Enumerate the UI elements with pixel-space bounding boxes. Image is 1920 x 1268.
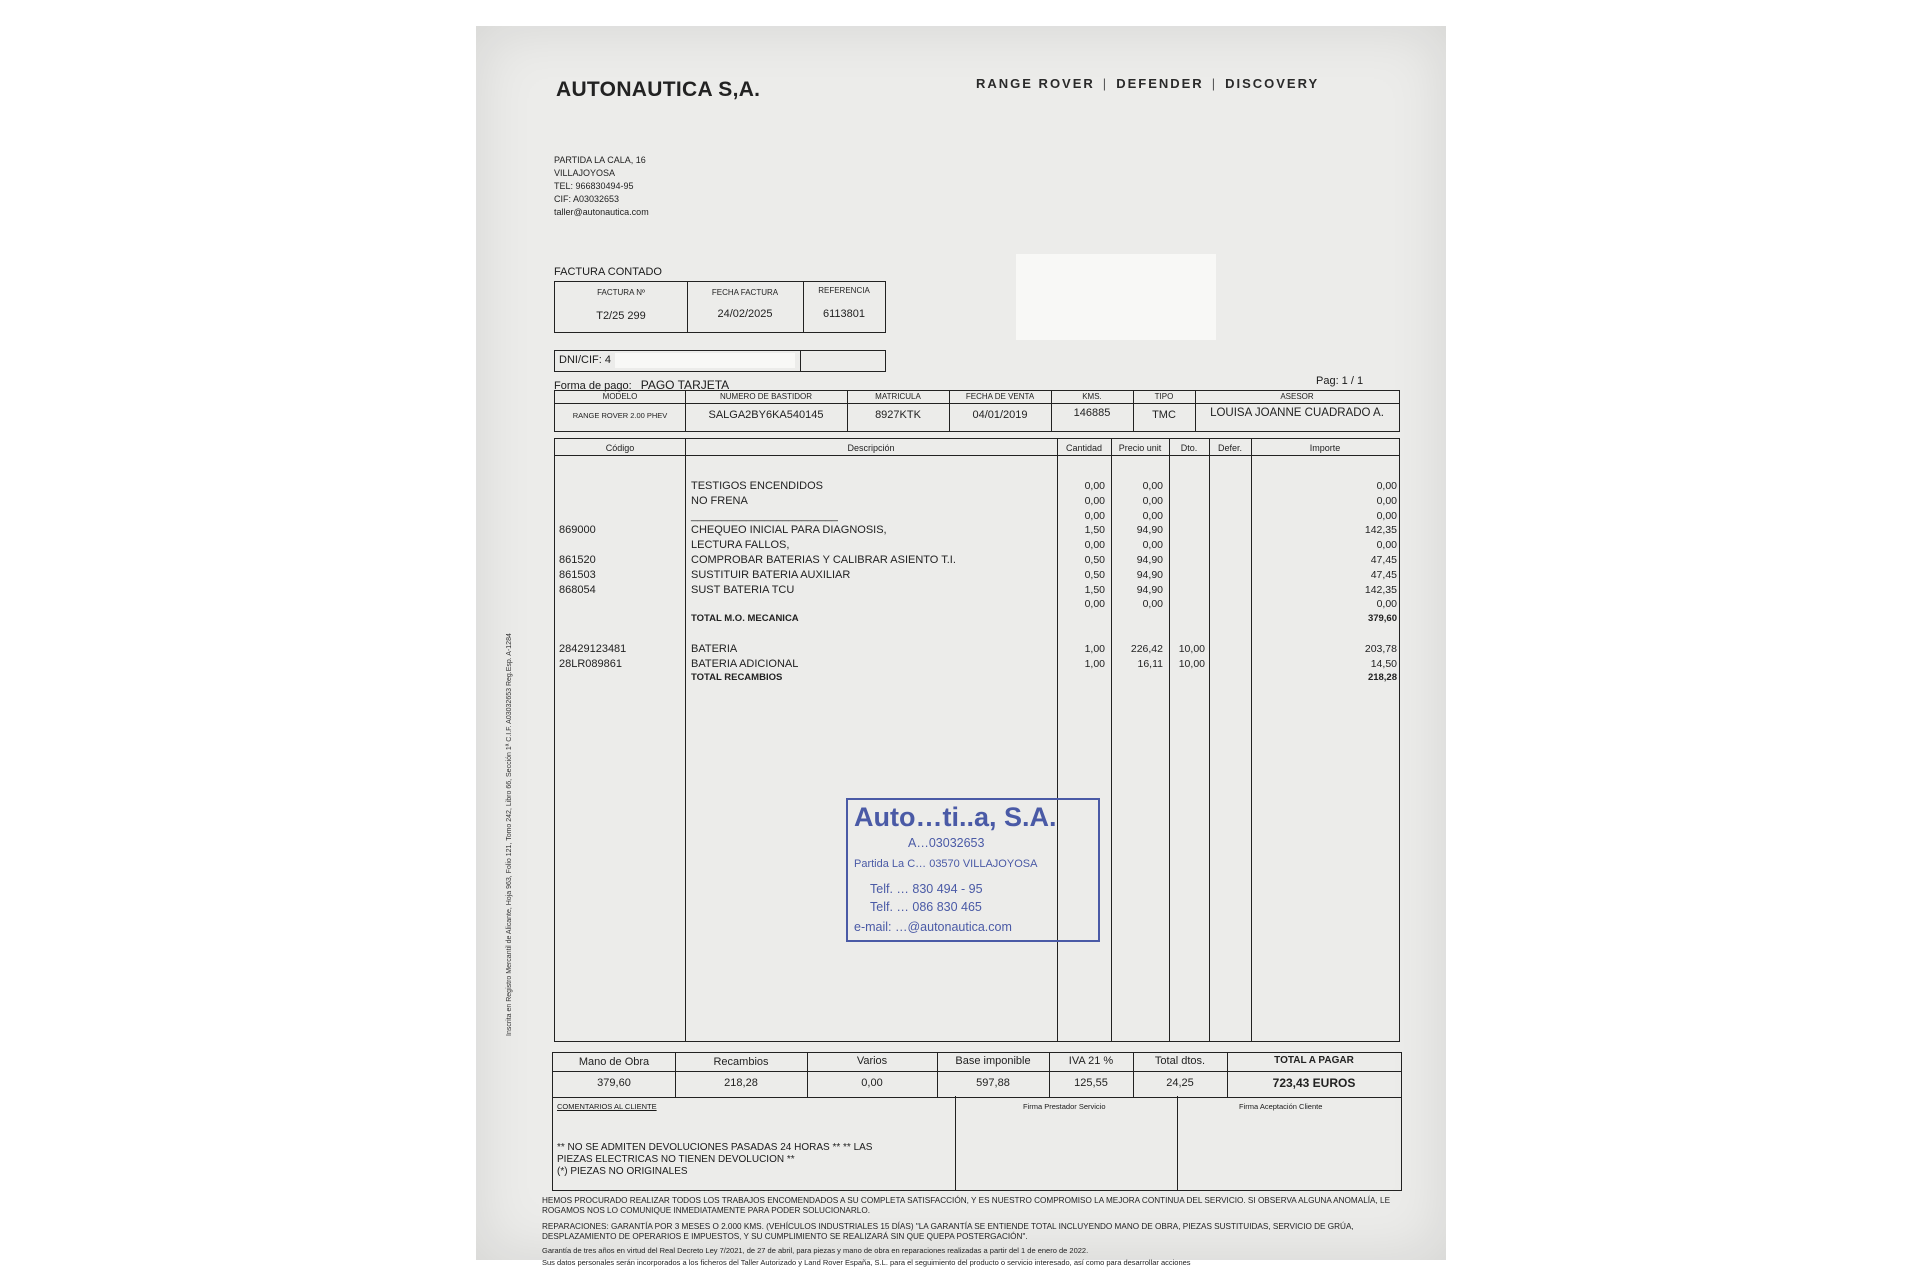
line-cell: ________________________ (691, 509, 838, 522)
line-cell (1251, 627, 1397, 642)
invoice-date-header: FECHA FACTURA (711, 288, 779, 297)
line-cell (559, 671, 683, 686)
vehicle-type: TMC (1152, 409, 1176, 421)
stamp-line: Telf. … 830 494 - 95 (870, 882, 983, 896)
discount-header: Dto. (1180, 443, 1198, 453)
dni-box (554, 350, 886, 372)
vehicle-type-header: TIPO (1154, 392, 1174, 401)
invoice-date: 24/02/2025 (717, 308, 773, 320)
vat-total: 125,55 (1074, 1077, 1108, 1089)
line-cell (1169, 553, 1205, 568)
redacted-dni (615, 353, 795, 368)
comments-signatures-box (552, 1096, 1402, 1191)
comment-line: ** NO SE ADMITEN DEVOLUCIONES PASADAS 24 HORAS ** ** LAS (557, 1142, 873, 1153)
legal-satisfaction: HEMOS PROCURADO REALIZAR TODOS LOS TRABAJOS ENCOMENDADOS A SU COMPLETA SATISFACCIÓN, Y ES NUESTRO COMPROMISO LA MEJORA CONTINUA DEL SERVICIO. SI OBSERVA ALGUNA ANOMALÍA, LE ROGAMOS NOS LO COMUNIQUE INMEDIATAMENTE PARA PODER SOLUCIONARLO. (542, 1196, 1391, 1215)
line-cell: 47,45 (1370, 568, 1397, 581)
vat-header: IVA 21 % (1068, 1055, 1114, 1067)
brand-discovery: DISCOVERY (1225, 76, 1320, 91)
line-cell (1169, 612, 1205, 627)
line-cell: 1,00 (1084, 642, 1105, 655)
line-cell (559, 538, 683, 553)
legal-warranty-decree: Garantía de tres años en virtud del Real Decreto Ley 7/2021, de 27 de abril, para piezas y mano de obra en reparaciones realizadas a partir del 1 de enero de 2022. (542, 1246, 1089, 1255)
line-cell: 0,00 (1084, 598, 1105, 611)
vehicle-vin: SALGA2BY6KA540145 (708, 409, 824, 421)
brand-separator: | (1102, 76, 1109, 91)
line-cell (559, 479, 683, 494)
totals-table (552, 1052, 1402, 1098)
line-cell: LECTURA FALLOS, (691, 539, 790, 552)
labour-header: Mano de Obra (578, 1056, 650, 1068)
company-address (554, 154, 649, 219)
line-cell: 0,00 (1376, 494, 1397, 507)
workshop-signature-label: Firma Prestador Servicio (1023, 1102, 1106, 1111)
line-cell: SUST BATERIA TCU (691, 583, 795, 596)
invoice-sheet (476, 26, 1446, 1267)
address-line: TEL: 966830494-95 (554, 181, 634, 191)
amount-column (1251, 479, 1397, 686)
line-cell: TOTAL RECAMBIOS (691, 672, 783, 684)
line-cell (1111, 671, 1163, 686)
comment-lines (557, 1142, 872, 1178)
line-cell: 16,11 (1137, 657, 1163, 670)
line-cell: 142,35 (1364, 583, 1397, 596)
line-cell: 0,00 (1376, 509, 1397, 522)
registry-side-text: Inscrita en Registro Mercantil de Alicante, Hoja 963, Folio 121, Tomo 242, Libro 66, Sección 1ª C.I.F. A03032653 Reg.Esp. A-1284 (506, 633, 513, 1036)
discount-column (1169, 479, 1205, 686)
invoice-number: T2/25 299 (596, 310, 646, 322)
line-cell: 0,00 (1142, 539, 1163, 552)
lines-table (554, 438, 1400, 1042)
line-cell (1057, 671, 1105, 686)
line-cell: 1,50 (1084, 583, 1105, 596)
line-cell: 0,00 (1084, 494, 1105, 507)
labour-total: 379,60 (597, 1077, 631, 1089)
total-discounts-header: Total dtos. (1154, 1055, 1206, 1067)
line-cell: 861503 (559, 568, 596, 581)
line-cell: 47,45 (1370, 553, 1397, 566)
comment-line: PIEZAS ELECTRICAS NO TIENEN DEVOLUCION ** (557, 1154, 795, 1165)
code-header: Código (605, 443, 635, 453)
line-cell: 28429123481 (559, 642, 627, 655)
line-cell: 868054 (559, 583, 596, 596)
line-cell: 10,00 (1178, 657, 1205, 670)
quantity-column (1057, 479, 1105, 686)
line-cell: 10,00 (1178, 642, 1205, 655)
invoice-number-header: FACTURA Nº (597, 288, 645, 297)
line-cell (1169, 568, 1205, 583)
client-signature-label: Firma Aceptación Cliente (1239, 1102, 1323, 1111)
line-cell: 1,50 (1084, 524, 1105, 537)
line-cell: BATERIA ADICIONAL (691, 657, 799, 670)
address-line: taller@autonautica.com (554, 207, 649, 217)
page-number: Pag: 1 / 1 (1316, 375, 1364, 387)
parts-total: 218,28 (724, 1077, 758, 1089)
address-line: VILLAJOYOSA (554, 168, 616, 178)
line-cell: COMPROBAR BATERIAS Y CALIBRAR ASIENTO T.I. (691, 553, 956, 566)
line-cell (1169, 583, 1205, 598)
line-cell (1169, 597, 1205, 612)
line-cell: 869000 (559, 524, 596, 537)
invoice-reference-header: REFERENCIA (818, 286, 870, 295)
line-cell: 94,90 (1136, 583, 1163, 596)
code-column (559, 479, 683, 686)
amount-header: Importe (1309, 443, 1341, 453)
brand-logos (976, 76, 1319, 91)
line-cell: 142,35 (1364, 524, 1397, 537)
line-cell: 0,00 (1084, 480, 1105, 492)
line-cell: TESTIGOS ENCENDIDOS (691, 480, 824, 492)
vehicle-model: RANGE ROVER 2.00 PHEV (572, 411, 668, 420)
line-cell (1111, 612, 1163, 627)
vehicle-advisor-header: ASESOR (1280, 392, 1314, 401)
total-to-pay-header: TOTAL A PAGAR (1274, 1055, 1354, 1066)
line-cell: 379,60 (1367, 613, 1397, 625)
vehicle-plate-header: MATRICULA (875, 392, 921, 401)
line-cell (1169, 627, 1205, 642)
stamp-line: Auto…ti..a, S.A. (854, 802, 1057, 832)
total-discounts: 24,25 (1166, 1077, 1194, 1089)
line-cell (1169, 479, 1205, 494)
line-cell: 0,00 (1142, 509, 1163, 522)
line-cell (559, 494, 683, 509)
line-cell (1169, 538, 1205, 553)
total-to-pay: 723,43 EUROS (1272, 1076, 1356, 1090)
line-cell: 0,00 (1084, 539, 1105, 552)
line-cell: CHEQUEO INICIAL PARA DIAGNOSIS, (691, 524, 887, 537)
address-line: PARTIDA LA CALA, 16 (554, 155, 646, 165)
vehicle-model-header: MODELO (602, 392, 638, 401)
line-cell (1111, 627, 1163, 642)
unit-price-header: Precio unit (1118, 443, 1162, 453)
payment-label: Forma de pago: (554, 380, 632, 392)
line-cell: SUSTITUIR BATERIA AUXILIAR (691, 568, 851, 581)
line-cell: 94,90 (1136, 568, 1163, 581)
tax-base-total: 597,88 (976, 1077, 1010, 1089)
comment-line: (*) PIEZAS NO ORIGINALES (557, 1166, 688, 1177)
vehicle-table (554, 390, 1400, 432)
line-cell (1169, 523, 1205, 538)
payment-value: PAGO TARJETA (640, 378, 730, 392)
vehicle-sale-date-header: FECHA DE VENTA (965, 392, 1035, 401)
line-cell (1169, 494, 1205, 509)
line-cell: TOTAL M.O. MECANICA (691, 613, 799, 625)
line-cell: 28LR089861 (559, 657, 623, 670)
line-cell: 0,50 (1084, 568, 1105, 581)
line-cell (691, 597, 1055, 612)
vehicle-kms-header: KMS. (1082, 392, 1102, 401)
redacted-client-block (1016, 254, 1216, 340)
description-column (691, 479, 1055, 686)
misc-total: 0,00 (861, 1077, 883, 1089)
vehicle-plate: 8927KTK (875, 409, 921, 421)
line-cell: BATERIA (691, 642, 738, 655)
line-cell (559, 597, 683, 612)
line-cell: 94,90 (1136, 553, 1163, 566)
stamp-line: Partida La C… 03570 VILLAJOYOSA (854, 858, 1038, 870)
brand-range-rover: RANGE ROVER (976, 76, 1095, 91)
brand-separator: | (1211, 76, 1218, 91)
line-cell: 0,00 (1142, 494, 1163, 507)
line-cell (691, 627, 1055, 642)
brand-defender: DEFENDER (1116, 76, 1204, 91)
line-cell (1057, 627, 1105, 642)
line-cell: 0,00 (1084, 509, 1105, 522)
line-cell (559, 627, 683, 642)
description-header: Descripción (847, 443, 895, 453)
stamp-line: e-mail: …@autonautica.com (854, 920, 1012, 934)
line-cell: 0,00 (1376, 598, 1397, 611)
line-cell: 14,50 (1370, 657, 1397, 670)
invoice-type: FACTURA CONTADO (554, 266, 662, 278)
line-cell (1169, 509, 1205, 524)
invoice-box (554, 281, 886, 333)
line-cell: 0,00 (1142, 598, 1163, 611)
parts-header: Recambios (713, 1056, 769, 1068)
legal-data-protection: Sus datos personales serán incorporados a los ficheros del Taller Autorizado y Land Rover España, S.L. para el seguimiento del producto o servicio interesado, así como para desarrollar acciones (542, 1258, 1191, 1267)
line-cell: 218,28 (1367, 672, 1397, 684)
misc-header: Varios (856, 1055, 888, 1067)
line-cell: NO FRENA (691, 494, 748, 507)
line-cell (559, 509, 683, 524)
tax-base-header: Base imponible (955, 1055, 1031, 1067)
line-cell (1057, 612, 1105, 627)
dni-label: DNI/CIF: 4 (559, 354, 611, 366)
vehicle-vin-header: NUMERO DE BASTIDOR (719, 392, 812, 401)
line-cell (1169, 671, 1205, 686)
line-cell (559, 612, 683, 627)
company-name: AUTONAUTICA S,A. (556, 78, 761, 101)
line-cell: 203,78 (1364, 642, 1397, 655)
stamp-line: Telf. … 086 830 465 (870, 900, 982, 914)
vehicle-kms: 146885 (1073, 407, 1111, 419)
vehicle-sale-date: 04/01/2019 (972, 409, 1028, 421)
unit-price-column (1111, 479, 1163, 686)
line-cell: 94,90 (1136, 524, 1163, 537)
line-cell: 0,00 (1376, 480, 1397, 492)
defer-header: Defer. (1217, 443, 1242, 453)
company-stamp (846, 798, 1100, 942)
line-cell: 226,42 (1130, 642, 1163, 655)
line-cell: 861520 (559, 553, 596, 566)
line-cell: 0,00 (1376, 539, 1397, 552)
comments-label: COMENTARIOS AL CLIENTE (557, 1102, 657, 1111)
address-line: CIF: A03032653 (554, 194, 620, 204)
line-cell: 1,00 (1084, 657, 1105, 670)
line-cell: 0,50 (1084, 553, 1105, 566)
invoice-reference: 6113801 (822, 308, 865, 320)
quantity-header: Cantidad (1065, 443, 1103, 453)
stamp-line: A…03032653 (908, 836, 985, 850)
line-cell: 0,00 (1142, 480, 1163, 492)
vehicle-advisor: LOUISA JOANNE CUADRADO A. (1210, 407, 1384, 419)
legal-warranty: REPARACIONES: GARANTÍA POR 3 MESES O 2.000 KMS. (VEHÍCULOS INDUSTRIALES 15 DÍAS) "LA GARANTÍA SE ENTIENDE TOTAL INCLUYENDO MANO DE OBRA, PIEZAS SUSTITUIDAS, SERVICIO DE GRÚA, DESPLAZAMIENTO DE OPERARIOS E IMPUESTOS, Y SU CUMPLIMIENTO SE REALIZARÁ SIN QUE QUEPA POSTERGACIÓN". (542, 1222, 1354, 1241)
